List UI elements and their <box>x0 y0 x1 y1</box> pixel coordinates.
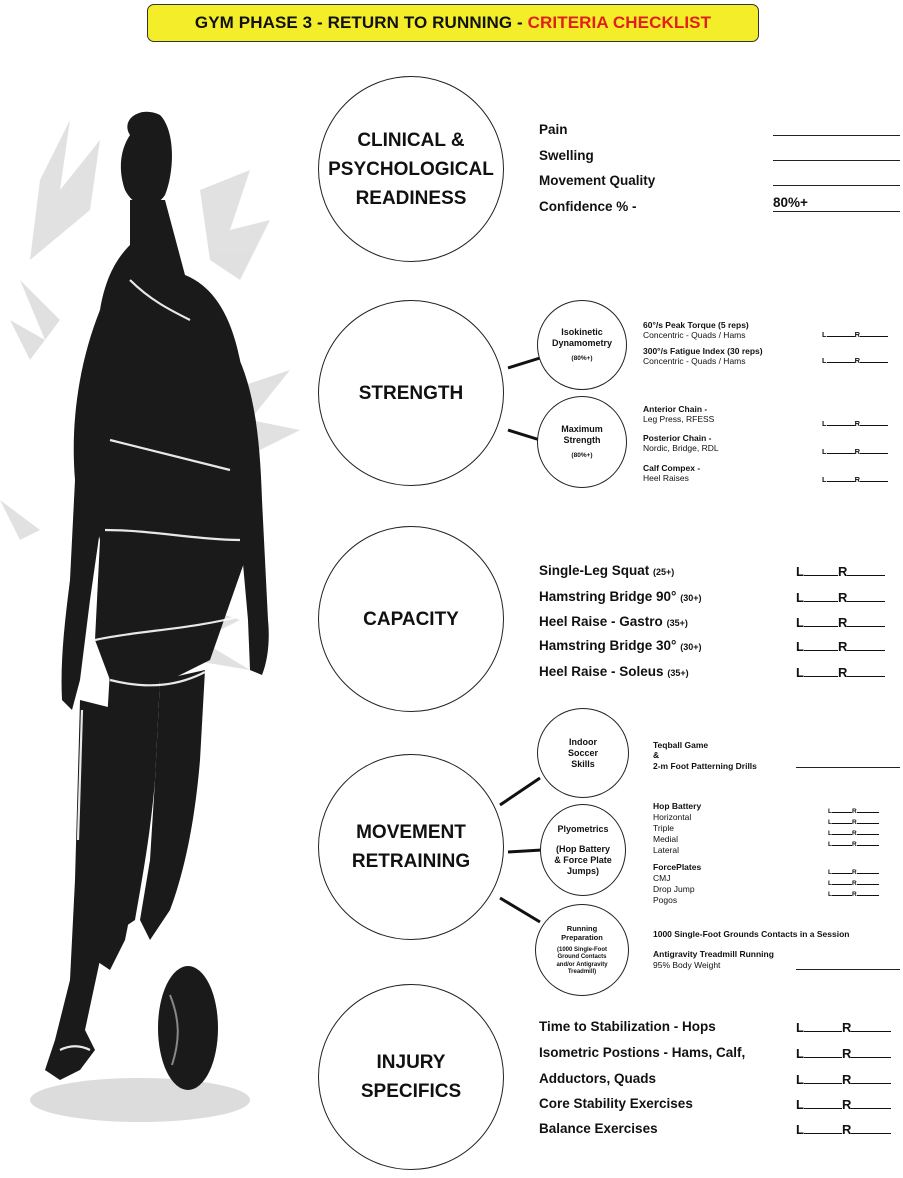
plyo-line-5: Jumps) <box>566 865 599 876</box>
lr-right: R <box>837 615 848 630</box>
injury-item-2: Isometric Postions - Hams, Calf, <box>539 1045 746 1060</box>
force-lr-2[interactable] <box>828 891 879 898</box>
pain-blank[interactable] <box>773 135 900 136</box>
running-line-1: Running <box>566 923 598 933</box>
indoor-item-2: & <box>653 750 660 760</box>
treadmill-blank[interactable] <box>796 969 900 970</box>
lr-left: L <box>796 1046 804 1061</box>
hop-lr-2[interactable] <box>828 830 879 837</box>
movement-line-1: MOVEMENT <box>356 822 466 843</box>
lr-left: L <box>828 830 832 837</box>
hop-item-4: Lateral <box>653 845 679 855</box>
strength-label: STRENGTH <box>358 382 464 404</box>
lr-left: L <box>796 1122 804 1137</box>
lr-right: R <box>851 819 857 826</box>
injury-line-1: INJURY <box>376 1052 446 1073</box>
isokinetic-item-1-detail: Concentric - Quads / Hams <box>643 330 746 340</box>
capacity-item-3 <box>539 614 688 629</box>
lr-right: R <box>851 841 857 848</box>
force-item-3: Pogos <box>653 895 678 905</box>
lr-right: R <box>851 880 857 887</box>
maximum-item-1 <box>643 404 714 424</box>
plyo-line-4: & Force Plate <box>554 854 612 865</box>
lr-left: L <box>796 665 804 680</box>
injury-item-3: Adductors, Quads <box>539 1071 657 1086</box>
capacity-item-3-suffix: (35+) <box>666 618 688 628</box>
plyo-line-1: Plyometrics <box>557 823 609 834</box>
injury-item-3-lr[interactable] <box>796 1072 891 1087</box>
capacity-item-2-lr[interactable] <box>796 590 885 605</box>
indoor-blank[interactable] <box>796 767 900 768</box>
maximum-item-2-title: Posterior Chain - <box>643 433 712 443</box>
running-line-2: Preparation <box>561 932 603 942</box>
force-item-2: Drop Jump <box>653 884 695 894</box>
movement-line-2: RETRAINING <box>351 851 471 872</box>
hop-item-3: Medial <box>653 834 679 844</box>
hop-lr-3[interactable] <box>828 841 879 848</box>
lr-right: R <box>837 564 848 579</box>
movement-quality-blank[interactable] <box>773 185 900 186</box>
clinical-item-confidence: Confidence % - <box>539 199 637 214</box>
lr-right: R <box>854 356 861 365</box>
maximum-item-1-detail: Leg Press, RFESS <box>643 414 715 424</box>
plyo-line-3: (Hop Battery <box>555 843 610 854</box>
clinical-readiness-circle <box>318 76 504 262</box>
isokinetic-item-1 <box>643 320 749 340</box>
lr-left: L <box>822 447 827 456</box>
lr-right: R <box>837 590 848 605</box>
lr-right: R <box>841 1020 852 1035</box>
capacity-item-5-suffix: (35+) <box>667 668 689 678</box>
hop-item-2: Triple <box>653 823 674 833</box>
maximum-item-2-lr[interactable] <box>822 447 888 456</box>
lr-left: L <box>822 475 827 484</box>
plyometrics-circle <box>540 804 626 896</box>
capacity-item-3-label: Heel Raise - Gastro <box>539 614 663 629</box>
lr-left: L <box>822 419 827 428</box>
capacity-label: CAPACITY <box>363 608 459 630</box>
maximum-item-3 <box>643 463 700 483</box>
lr-right: R <box>841 1072 852 1087</box>
lr-right: R <box>851 869 857 876</box>
isokinetic-line-2: Dynamometry <box>551 338 613 348</box>
lr-left: L <box>822 330 827 339</box>
injury-item-5: Balance Exercises <box>539 1121 658 1136</box>
lr-right: R <box>854 419 861 428</box>
clinical-item-movement-quality: Movement Quality <box>539 173 656 188</box>
lr-left: L <box>828 841 832 848</box>
clinical-item-pain: Pain <box>539 122 568 137</box>
lr-right: R <box>854 447 861 456</box>
lr-left: L <box>796 1097 804 1112</box>
capacity-item-2-label: Hamstring Bridge 90° <box>539 589 677 604</box>
capacity-item-2-suffix: (30+) <box>680 593 702 603</box>
running-sub-3: and/or Antigravity <box>556 961 608 968</box>
capacity-item-1-suffix: (25+) <box>653 567 675 577</box>
isokinetic-line-1: Isokinetic <box>561 327 603 337</box>
maximum-item-3-title: Calf Compex - <box>643 463 701 473</box>
indoor-line-3: Skills <box>571 758 595 769</box>
lr-left: L <box>796 639 804 654</box>
capacity-item-4-suffix: (30+) <box>680 642 702 652</box>
lr-left: L <box>796 1072 804 1087</box>
lr-left: L <box>828 808 832 815</box>
force-lr-1[interactable] <box>828 880 879 887</box>
ball-icon <box>158 966 218 1090</box>
injury-item-4-lr[interactable] <box>796 1097 891 1112</box>
maximum-item-2 <box>643 433 719 453</box>
capacity-item-5-label: Heel Raise - Soleus <box>539 664 664 679</box>
lr-right: R <box>837 665 848 680</box>
capacity-item-4-label: Hamstring Bridge 30° <box>539 638 677 653</box>
lr-left: L <box>828 869 832 876</box>
lr-right: R <box>841 1046 852 1061</box>
lr-right: R <box>841 1097 852 1112</box>
lr-left: L <box>828 880 832 887</box>
indoor-item-3: 2-m Foot Patterning Drills <box>653 761 757 771</box>
indoor-line-1: Indoor <box>569 736 597 747</box>
isokinetic-item-2-detail: Concentric - Quads / Hams <box>643 356 746 366</box>
running-sub-4: Treadmill) <box>567 969 597 975</box>
lr-right: R <box>841 1122 852 1137</box>
indoor-item-1: Teqball Game <box>653 740 709 750</box>
injury-item-5-lr[interactable] <box>796 1122 891 1137</box>
strength-circle <box>318 300 504 486</box>
forceplates-title: ForcePlates <box>653 862 702 872</box>
title-main: GYM PHASE 3 - RETURN TO RUNNING - <box>194 13 523 32</box>
ground-contacts-item: 1000 Single-Foot Grounds Contacts in a Session <box>653 929 850 939</box>
maximum-sub: (80%+) <box>571 452 593 459</box>
lr-left: L <box>828 819 832 826</box>
lr-right: R <box>851 808 857 815</box>
capacity-item-3-lr[interactable] <box>796 615 885 630</box>
maximum-line-1: Maximum <box>561 424 603 434</box>
force-item-1: CMJ <box>653 873 671 883</box>
lr-right: R <box>837 639 848 654</box>
clinical-line-2: PSYCHOLOGICAL <box>328 158 494 180</box>
indoor-line-2: Soccer <box>567 747 599 758</box>
isokinetic-sub: (80%+) <box>571 355 593 362</box>
hop-lr-0[interactable] <box>828 808 879 815</box>
running-sub-1: (1000 Single-Foot <box>556 946 607 953</box>
capacity-item-5-lr[interactable] <box>796 665 885 680</box>
hop-item-1: Horizontal <box>653 812 692 822</box>
isokinetic-item-1-title: 60°/s Peak Torque (5 reps) <box>643 320 749 330</box>
injury-specifics-circle <box>318 984 504 1170</box>
lr-left: L <box>796 590 804 605</box>
capacity-item-1-label: Single-Leg Squat <box>539 563 650 578</box>
maximum-item-1-lr[interactable] <box>822 419 888 428</box>
capacity-item-2 <box>539 589 701 604</box>
hop-battery-title: Hop Battery <box>653 801 702 811</box>
treadmill-title: Antigravity Treadmill Running <box>653 949 774 959</box>
force-lr-0[interactable] <box>828 869 879 876</box>
clinical-item-swelling: Swelling <box>539 148 594 163</box>
maximum-item-3-lr[interactable] <box>822 475 888 484</box>
injury-item-2-lr[interactable] <box>796 1046 891 1061</box>
confidence-target: 80%+ <box>773 195 808 210</box>
isokinetic-item-1-lr[interactable] <box>822 330 888 339</box>
confidence-blank[interactable] <box>773 211 900 212</box>
capacity-item-1-lr[interactable] <box>796 564 885 579</box>
running-sub-2: Ground Contacts <box>557 954 607 960</box>
capacity-circle <box>318 526 504 712</box>
movement-retraining-circle <box>318 754 504 940</box>
running-preparation-circle <box>535 904 629 996</box>
lr-right: R <box>854 330 861 339</box>
injury-line-2: SPECIFICS <box>360 1081 462 1102</box>
swelling-blank[interactable] <box>773 160 900 161</box>
lr-left: L <box>822 356 827 365</box>
lr-right: R <box>851 830 857 837</box>
capacity-item-5 <box>539 664 689 679</box>
maximum-item-2-detail: Nordic, Bridge, RDL <box>643 443 719 453</box>
isokinetic-item-2-title: 300°/s Fatigue Index (30 reps) <box>643 346 763 356</box>
lr-right: R <box>854 475 861 484</box>
indoor-soccer-circle <box>537 708 629 798</box>
title-highlight: CRITERIA CHECKLIST <box>527 13 712 32</box>
isokinetic-item-2 <box>643 346 763 366</box>
injury-item-1: Time to Stabilization - Hops <box>539 1019 716 1034</box>
isokinetic-circle <box>537 300 627 390</box>
clinical-line-3: READINESS <box>355 187 467 209</box>
treadmill-detail: 95% Body Weight <box>653 960 721 970</box>
clinical-line-1: CLINICAL & <box>357 129 465 151</box>
lr-right: R <box>851 891 857 898</box>
soccer-player-silhouette-icon <box>0 60 310 1170</box>
isokinetic-item-2-lr[interactable] <box>822 356 888 365</box>
capacity-item-1 <box>539 563 674 578</box>
maximum-item-3-detail: Heel Raises <box>643 473 689 483</box>
capacity-item-4 <box>539 638 701 653</box>
lr-left: L <box>828 891 832 898</box>
lr-left: L <box>796 615 804 630</box>
maximum-strength-circle <box>537 396 627 488</box>
injury-item-4: Core Stability Exercises <box>539 1096 693 1111</box>
lr-left: L <box>796 564 804 579</box>
lr-left: L <box>796 1020 804 1035</box>
maximum-item-1-title: Anterior Chain - <box>643 404 708 414</box>
hop-lr-1[interactable] <box>828 819 879 826</box>
maximum-line-2: Strength <box>563 435 601 445</box>
page-title <box>147 4 759 42</box>
capacity-item-4-lr[interactable] <box>796 639 885 654</box>
injury-item-1-lr[interactable] <box>796 1020 891 1035</box>
